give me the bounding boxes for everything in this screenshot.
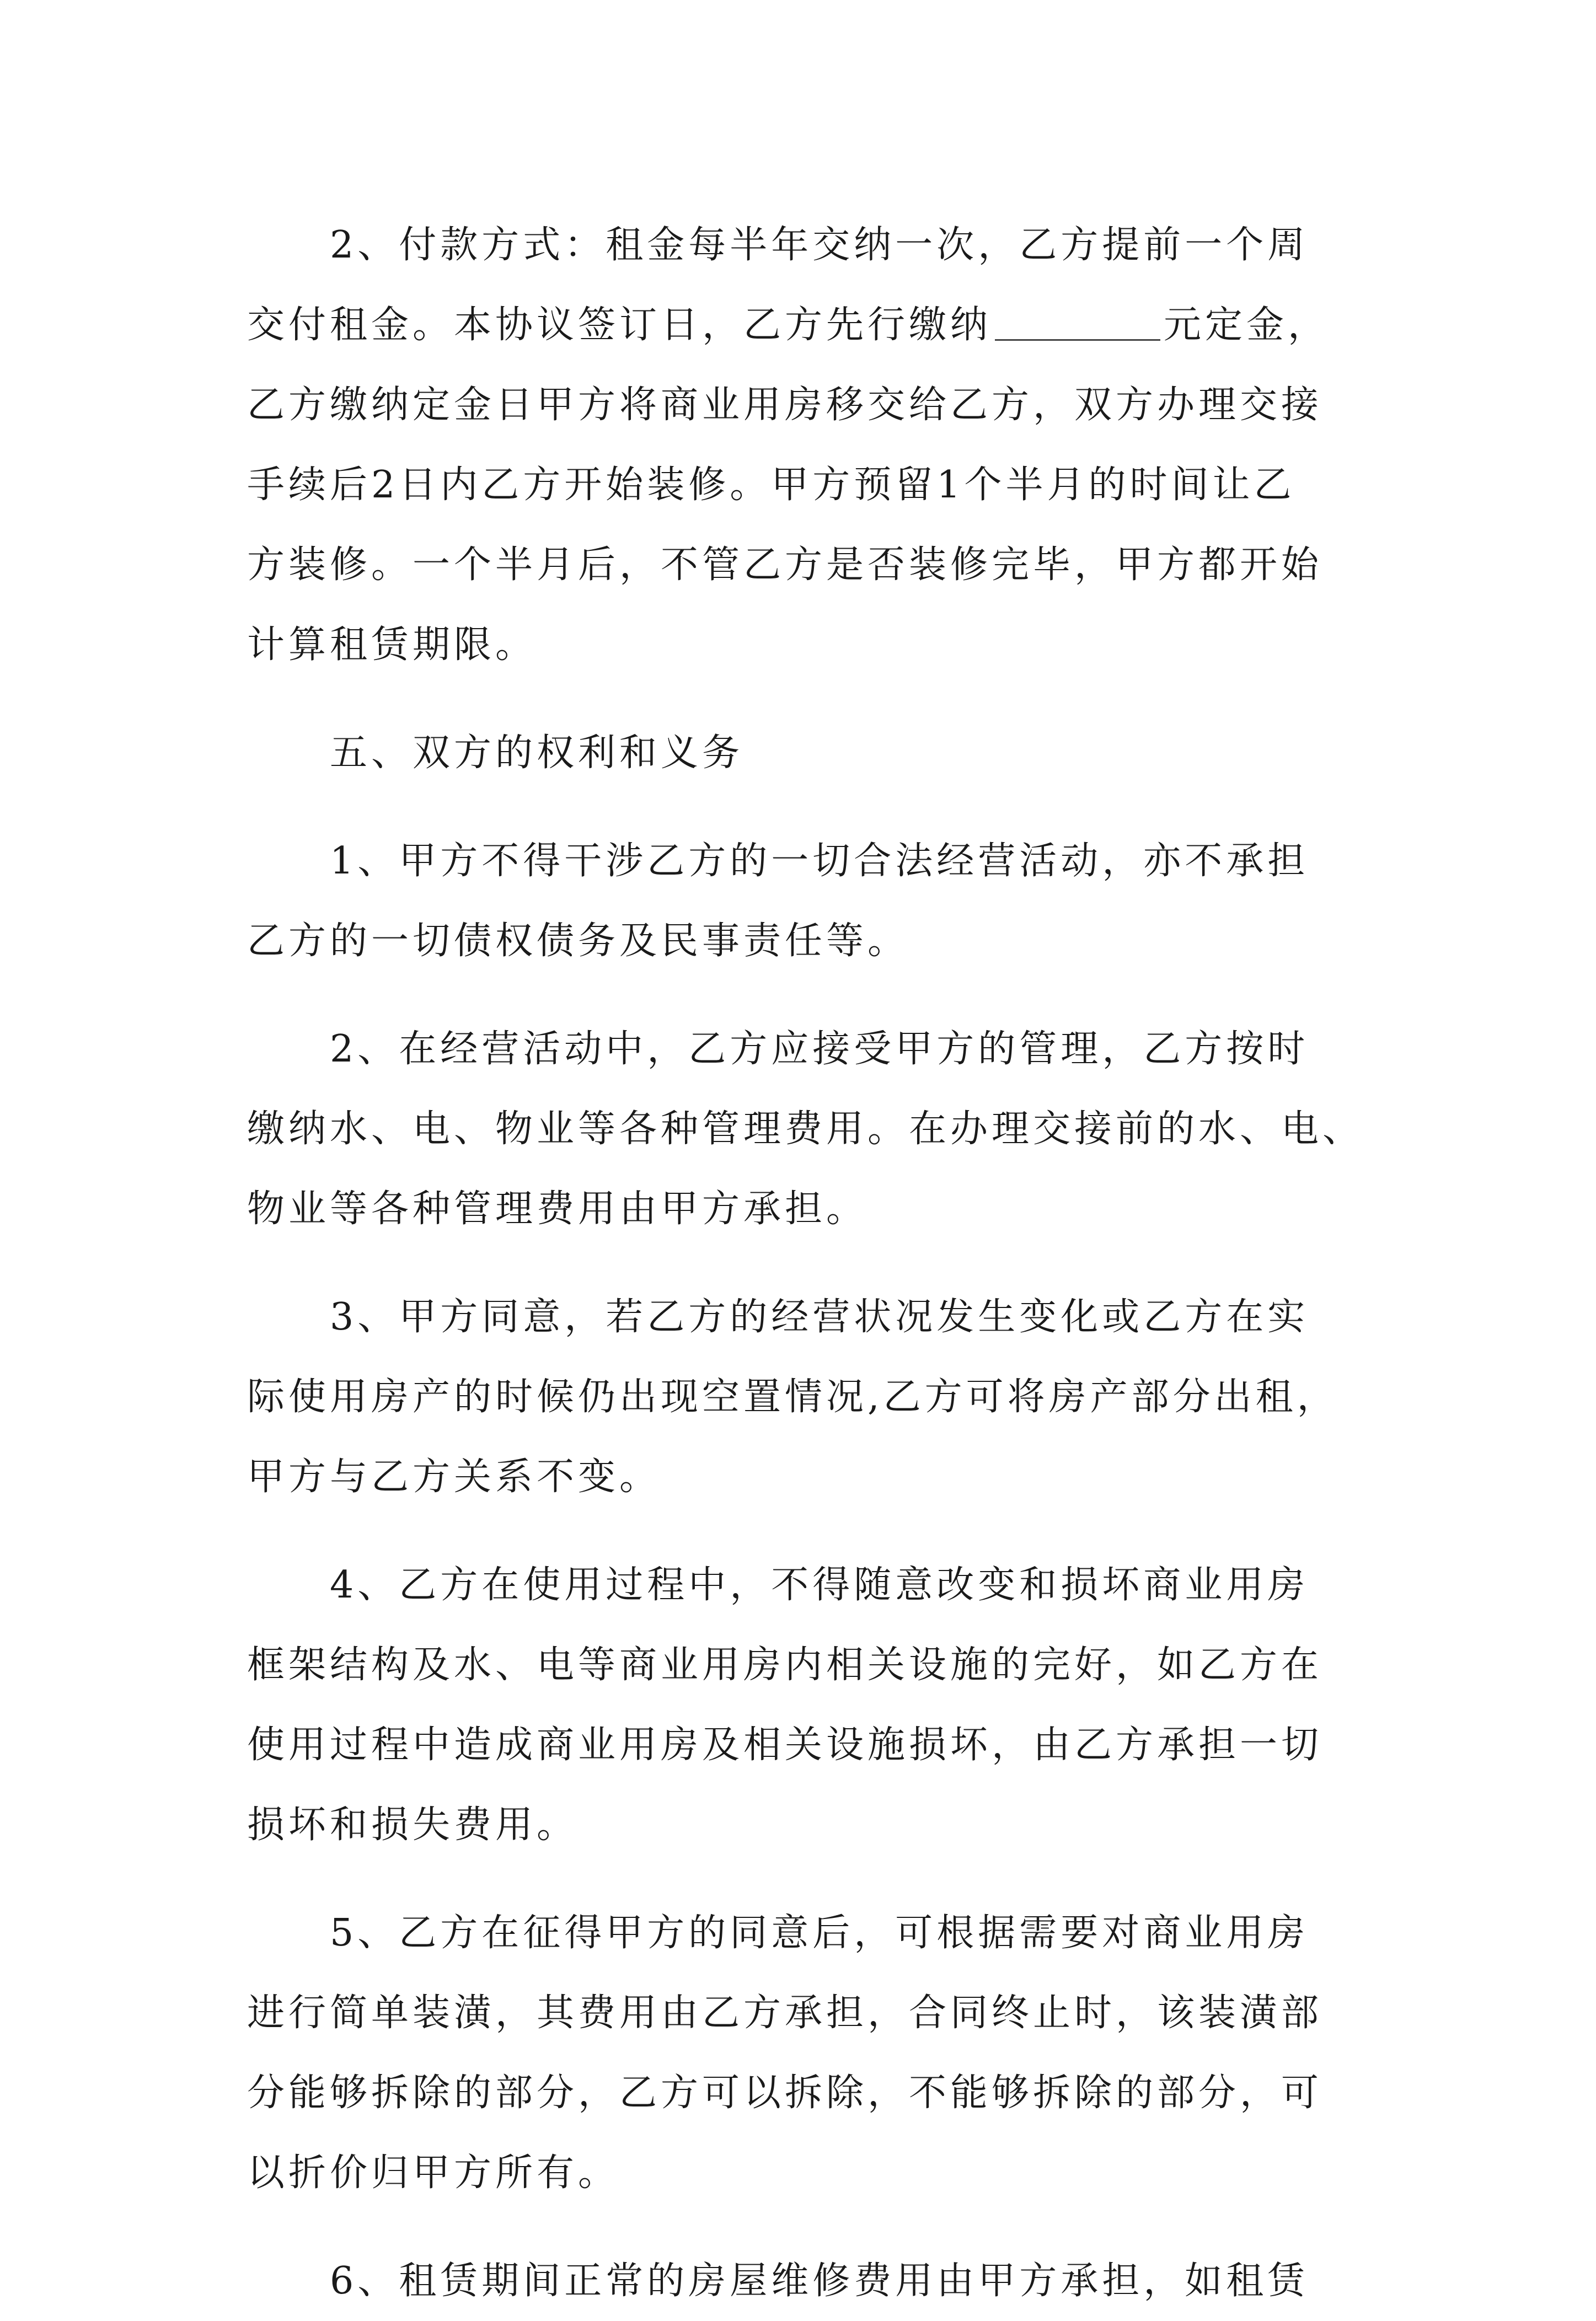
text-fragment: 元定金， — [1164, 303, 1330, 347]
text-line: 分能够拆除的部分，乙方可以拆除，不能够拆除的部分，可 — [247, 2071, 1323, 2115]
paragraph-gap — [247, 1249, 1361, 1277]
document-body — [247, 205, 1364, 2321]
deposit-amount-blank — [995, 306, 1160, 341]
text-line: 3、甲方同意，若乙方的经营状况发生变化或乙方在实 — [330, 1295, 1309, 1339]
text-line: 甲方与乙方关系不变。 — [247, 1455, 661, 1499]
text-line: 方装修。一个半月后，不管乙方是否装修完毕，甲方都开始 — [247, 543, 1323, 587]
text-line: 6、租赁期间正常的房屋维修费用由甲方承担，如租赁 — [330, 2259, 1309, 2303]
paragraph-clause-6 — [247, 2241, 1361, 2321]
text-line: 进行简单装潢，其费用由乙方承担，合同终止时，该装潢部 — [247, 1991, 1323, 2035]
paragraph-gap — [247, 2213, 1361, 2241]
paragraph-gap — [247, 793, 1361, 821]
text-line: 2、在经营活动中，乙方应接受甲方的管理，乙方按时 — [330, 1027, 1309, 1071]
text-line-with-blank — [247, 285, 1361, 365]
text-line: 手续后2日内乙方开始装修。甲方预留1个半月的时间让乙 — [247, 463, 1295, 507]
paragraph-gap — [247, 1517, 1361, 1545]
text-line: 乙方缴纳定金日甲方将商业用房移交给乙方，双方办理交接 — [247, 383, 1323, 427]
paragraph-clause-2 — [247, 1009, 1364, 1249]
paragraph-gap — [247, 981, 1361, 1009]
text-line: 4、乙方在使用过程中，不得随意改变和损坏商业用房 — [330, 1563, 1309, 1607]
text-line: 以折价归甲方所有。 — [247, 2151, 620, 2195]
paragraph-clause-1 — [247, 821, 1361, 981]
text-line: 缴纳水、电、物业等各种管理费用。在办理交接前的水、电、 — [247, 1107, 1364, 1151]
paragraph-gap — [247, 1865, 1361, 1893]
text-line: 使用过程中造成商业用房及相关设施损坏，由乙方承担一切 — [247, 1723, 1323, 1767]
text-line: 五、双方的权利和义务 — [330, 731, 744, 775]
section-heading-rights-obligations — [247, 713, 1361, 793]
text-line: 损坏和损失费用。 — [247, 1803, 579, 1847]
paragraph-clause-4 — [247, 1545, 1361, 1865]
paragraph-clause-5 — [247, 1893, 1361, 2213]
text-fragment: 交付租金。本协议签订日，乙方先行缴纳 — [247, 303, 992, 347]
paragraph-gap — [247, 685, 1361, 713]
paragraph-payment-method — [247, 205, 1361, 685]
text-line: 5、乙方在征得甲方的同意后，可根据需要对商业用房 — [330, 1911, 1309, 1955]
text-line: 1、甲方不得干涉乙方的一切合法经营活动，亦不承担 — [330, 839, 1309, 883]
text-line: 计算租赁期限。 — [247, 623, 537, 667]
paragraph-clause-3 — [247, 1277, 1361, 1517]
text-line: 2、付款方式：租金每半年交纳一次，乙方提前一个周 — [330, 223, 1309, 267]
text-line: 框架结构及水、电等商业用房内相关设施的完好，如乙方在 — [247, 1643, 1323, 1687]
text-line: 物业等各种管理费用由甲方承担。 — [247, 1187, 868, 1231]
text-line: 乙方的一切债权债务及民事责任等。 — [247, 919, 909, 963]
text-line: 际使用房产的时候仍出现空置情况,乙方可将房产部分出租， — [247, 1375, 1338, 1419]
